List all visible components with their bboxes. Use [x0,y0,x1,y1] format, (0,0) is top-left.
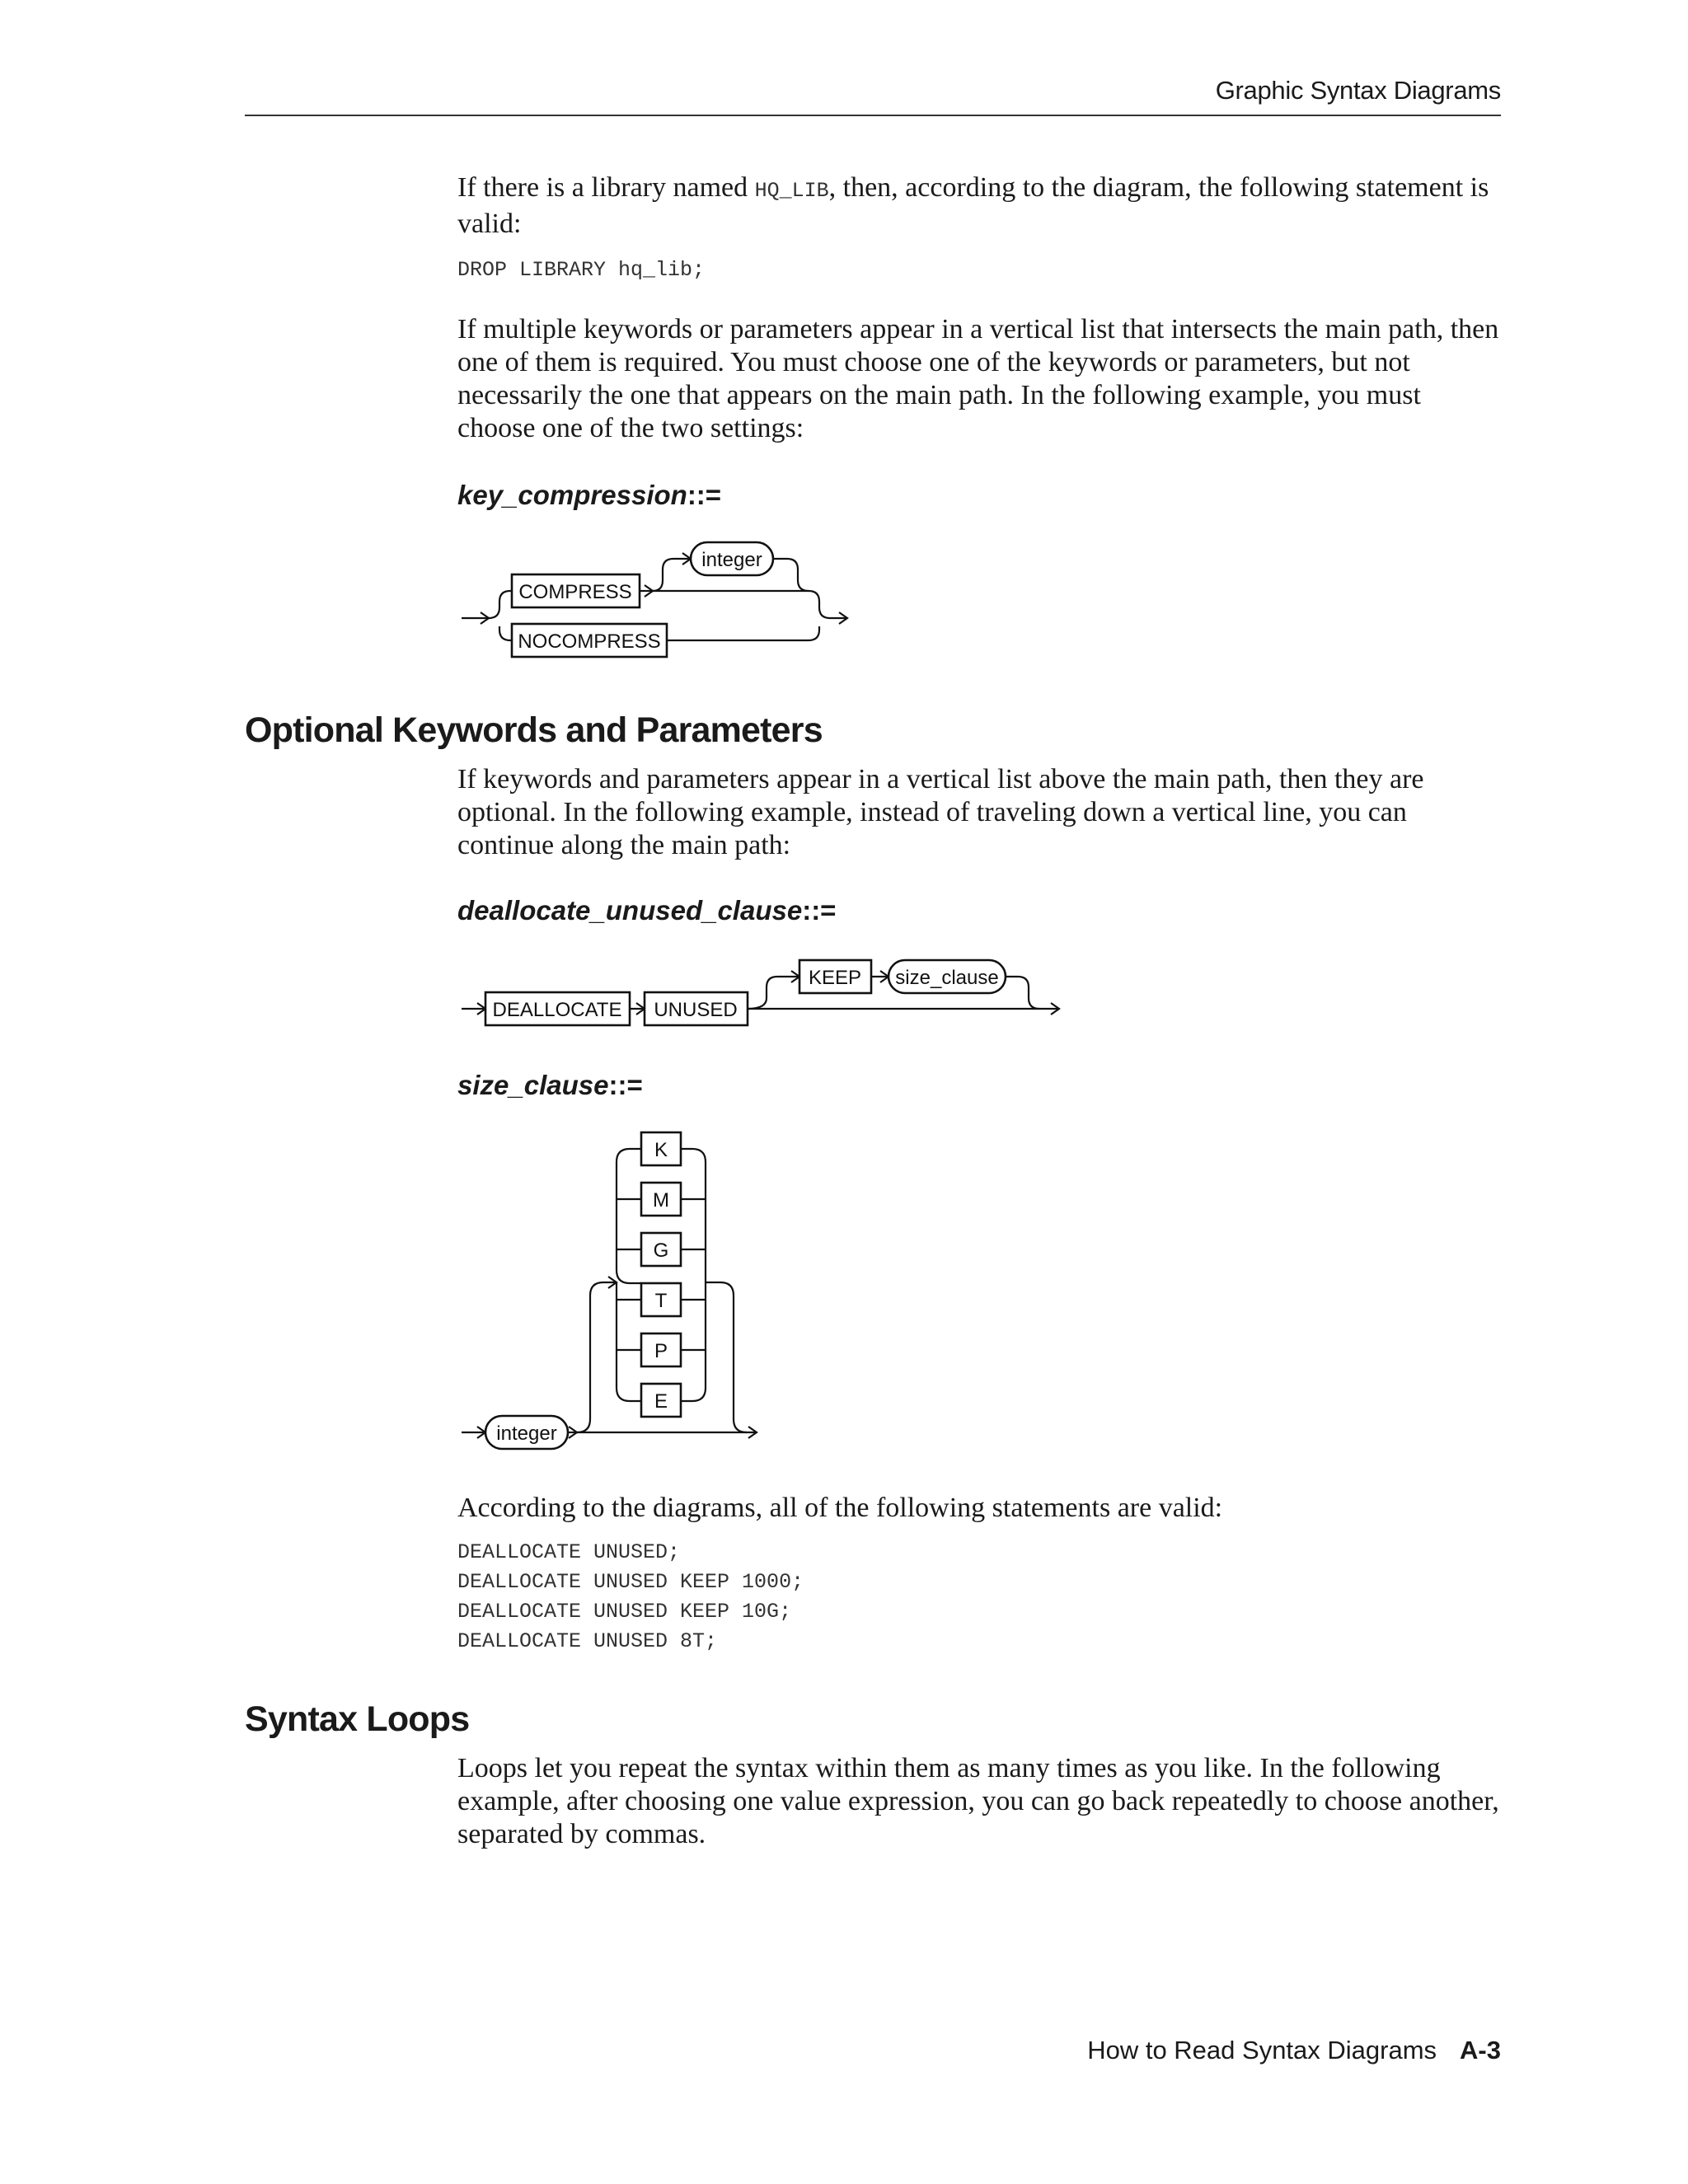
size-clause-op: ::= [608,1070,643,1100]
page-footer [1087,2036,1501,2065]
statement-line-2: DEALLOCATE UNUSED KEEP 1000; [457,1570,804,1594]
key-compression-name: key_compression [457,480,687,510]
size-clause-name: size_clause [457,1070,609,1100]
statement-line-3: DEALLOCATE UNUSED KEEP 10G; [457,1600,792,1624]
unit-keyword-g: G [653,1240,669,1262]
keep-keyword: KEEP [808,967,862,989]
optional-keywords-heading: Optional Keywords and Parameters [245,710,823,750]
sc-outer-up [577,1282,617,1432]
library-name-code: HQ_LIB [754,179,829,203]
unit-keyword-k: K [654,1139,668,1161]
sc-inner-left-top [617,1149,641,1283]
syntax-loops-paragraph: Loops let you repeat the syntax within them as many times as you like. In the following example, after choosing one value expression, you can go back repeatedly to choose another, separated by commas. [457,1753,1499,1849]
key-compression-op: ::= [687,480,722,510]
drop-library-code: DROP LIBRARY hq_lib; [457,258,706,282]
sc-inner-right [681,1149,706,1401]
deallocate-clause-name: deallocate_unused_clause [457,895,803,926]
optional-keywords-paragraph: If keywords and parameters appear in a vertical list above the main path, then they are optional. In the following example, instead of traveling down a vertical line, you can continue along the main path: [457,764,1424,860]
sc-inner-left-bottom [617,1283,641,1401]
nocompress-keyword: NOCOMPRESS [518,630,661,653]
size-unit-choices [617,1132,706,1417]
size-integer-param: integer [496,1422,557,1445]
statements-intro: According to the diagrams, all of the following statements are valid: [457,1493,1223,1523]
intro-text-after: , then, according to the diagram, the following statement is valid: [457,172,1489,239]
integer-param: integer [701,549,762,571]
unit-keyword-t: T [654,1290,668,1312]
compress-keyword: COMPRESS [518,581,632,603]
page-number: A-3 [1460,2036,1501,2064]
unit-keyword-p: P [654,1340,668,1362]
deallocate-clause-op: ::= [802,895,837,926]
statement-line-1: DEALLOCATE UNUSED; [457,1540,681,1564]
size-clause-param: size_clause [895,967,999,989]
footer-title: How to Read Syntax Diagrams [1087,2036,1437,2064]
statement-line-4: DEALLOCATE UNUSED 8T; [457,1629,718,1653]
sc-outer-down [706,1282,747,1432]
running-header: Graphic Syntax Diagrams [1215,76,1501,105]
unit-keyword-e: E [654,1390,668,1413]
intro-text-before: If there is a library named [457,172,755,203]
syntax-loops-heading: Syntax Loops [245,1699,470,1739]
deallocate-keyword: DEALLOCATE [492,999,622,1021]
unused-keyword: UNUSED [654,999,738,1021]
intro-paragraph-2: If multiple keywords or parameters appear in a vertical list that intersects the main path, then one of them is required. You must choose one of the keywords or parameters, but not necessarily the one that appears on the main path. In the following example, you must choose one of the two settings: [457,314,1499,443]
unit-keyword-m: M [653,1189,669,1212]
